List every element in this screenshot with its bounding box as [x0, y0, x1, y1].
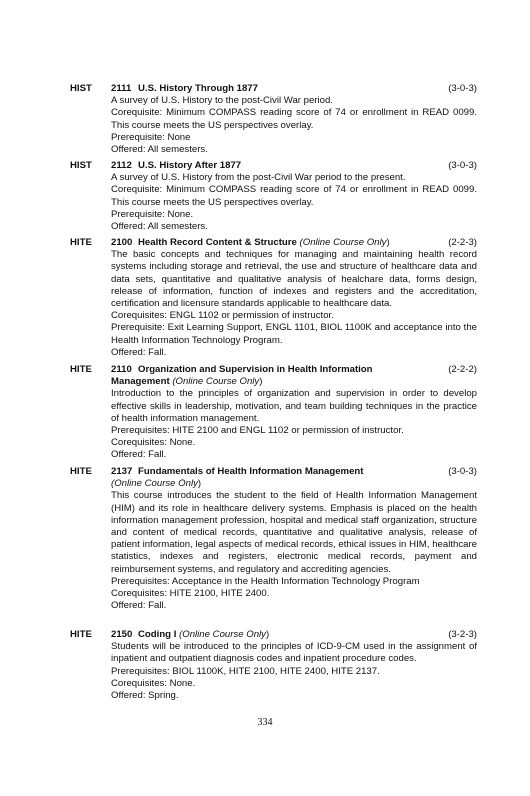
course-prerequisite: Prerequisite: None [111, 131, 191, 143]
course-online-note-close: ) [265, 629, 270, 640]
course-offered: Offered: All semesters. [111, 144, 208, 156]
course-number: 2112 [111, 160, 132, 171]
course-prerequisite: Prerequisites: BIOL 1100K, HITE 2100, HITE 2400, HITE 2137. [111, 665, 380, 677]
course-online-note-close: ) [386, 237, 390, 248]
course-body [111, 160, 477, 233]
course-title: Fundamentals of Health Information Management [138, 466, 364, 477]
course-corequisite: Corequisites: HITE 2100, HITE 2400. [111, 588, 270, 600]
course-description: Introduction to the principles of organization and supervision in order to develop effective skills in leadership, motivation, and team building techniques in the practice of health information management. [111, 388, 477, 424]
course-corequisite: Corequisites: None. [111, 437, 196, 449]
course-prerequisite: Prerequisite: Exit Learning Support, ENGL 1101, BIOL 1100K and acceptance into the Health Information Technology Program. [111, 322, 477, 346]
course-description: The basic concepts and techniques for managing and maintaining health record systems including storage and retrieval, the use and structure of healthcare data and data sets, quantitative and qualitative analysis of healchare data, forms design, release of information, function of indexes and registers and the accreditation, certification and licensure standards applicable to healthcare data. [111, 249, 477, 310]
course-credits: (3-0-3) [448, 160, 477, 171]
course-title: U.S. History Through 1877 [138, 83, 258, 94]
course-credits: (3-2-3) [448, 629, 477, 640]
course-corequisite: Corequisites: None. [111, 677, 196, 689]
course-prerequisite: Prerequisite: None. [111, 208, 194, 220]
course-heading [111, 83, 477, 95]
course-offered: Offered: Fall. [111, 449, 167, 461]
course-offered: Offered: All semesters. [111, 221, 208, 233]
course-number: 2150 [111, 629, 133, 640]
course-department: HITE [70, 364, 92, 375]
course-prerequisite: Prerequisites: Acceptance in the Health Information Technology Program [111, 575, 420, 587]
course-online-note: (Online Course Only [111, 478, 198, 490]
course-department: HITE [70, 629, 92, 640]
course-department: HITE [70, 237, 92, 248]
course-credits: (3-0-3) [448, 83, 477, 94]
course-corequisite: Corequisites: ENGL 1102 or permission of instructor. [111, 310, 334, 322]
course-credits: (2-2-2) [448, 364, 477, 375]
course-body [111, 364, 477, 462]
course-online-note: (Online Course Only [179, 629, 266, 640]
course-description: A survey of U.S. History from the post-Civil War period to the present. [111, 172, 406, 184]
course-department: HIST [70, 83, 92, 94]
course-heading-continued [111, 376, 477, 388]
course-online-note: (Online Course Only [172, 376, 260, 388]
course-prerequisite: Prerequisites: HITE 2100 and ENGL 1102 or permission of instructor. [111, 425, 404, 437]
course-offered: Offered: Spring. [111, 690, 179, 702]
course-body [111, 629, 477, 702]
course-title: Organization and Supervision in Health Information [138, 364, 373, 375]
course-department: HIST [70, 160, 92, 171]
course-number: 2111 [111, 83, 132, 94]
course-heading [111, 629, 477, 641]
course-online-note: (Online Course Only [299, 237, 387, 248]
course-description: Students will be introduced to the principles of ICD-9-CM used in the assignment of inpatient and outpatient diagnosis codes and inpatient procedure codes. [111, 641, 477, 665]
course-heading-continued [111, 478, 477, 490]
course-number: 2110 [111, 364, 132, 375]
course-heading [111, 160, 477, 172]
course-credits: (2-2-3) [448, 237, 477, 248]
page-number: 334 [257, 717, 273, 728]
course-online-note-close: ) [197, 478, 202, 490]
course-body [111, 466, 477, 612]
course-offered: Offered: Fall. [111, 600, 167, 612]
course-heading [111, 466, 477, 478]
course-number: 2137 [111, 466, 133, 477]
course-department: HITE [70, 466, 92, 477]
course-description: A survey of U.S. History to the post-Civil War period. [111, 95, 333, 107]
course-title-continued: Management [111, 376, 170, 388]
course-heading [111, 237, 477, 249]
course-online-note-close: ) [259, 376, 263, 388]
course-description: This course introduces the student to the field of Health Information Management (HIM) and its role in healthcare delivery systems. Emphasis is placed on the health information management profession, hospital and medical staff organization, structure and content of medical records, quantitative and qualitative analysis, release of patient information, legal aspects of medical records, ethical issues in HIM, healthcare statistics, indexes and registers, electronic medical records, payment and reimbursement systems, and regulatory and accrediting agencies. [111, 490, 477, 575]
course-body [111, 83, 477, 156]
course-corequisite: Corequisite: Minimum COMPASS reading score of 74 or enrollment in READ 0099. This course meets the US perspectives overlay. [111, 107, 477, 131]
course-title: U.S. History After 1877 [138, 160, 242, 171]
course-body [111, 237, 477, 359]
course-number: 2100 [111, 237, 133, 248]
course-heading [111, 364, 477, 376]
course-credits: (3-0-3) [448, 466, 477, 477]
course-title: Coding I [138, 629, 177, 640]
course-corequisite: Corequisite: Minimum COMPASS reading score of 74 or enrollment in READ 0099. This course meets the US perspectives overlay. [111, 184, 477, 208]
course-offered: Offered: Fall. [111, 346, 167, 358]
course-title: Health Record Content & Structure [138, 237, 297, 248]
